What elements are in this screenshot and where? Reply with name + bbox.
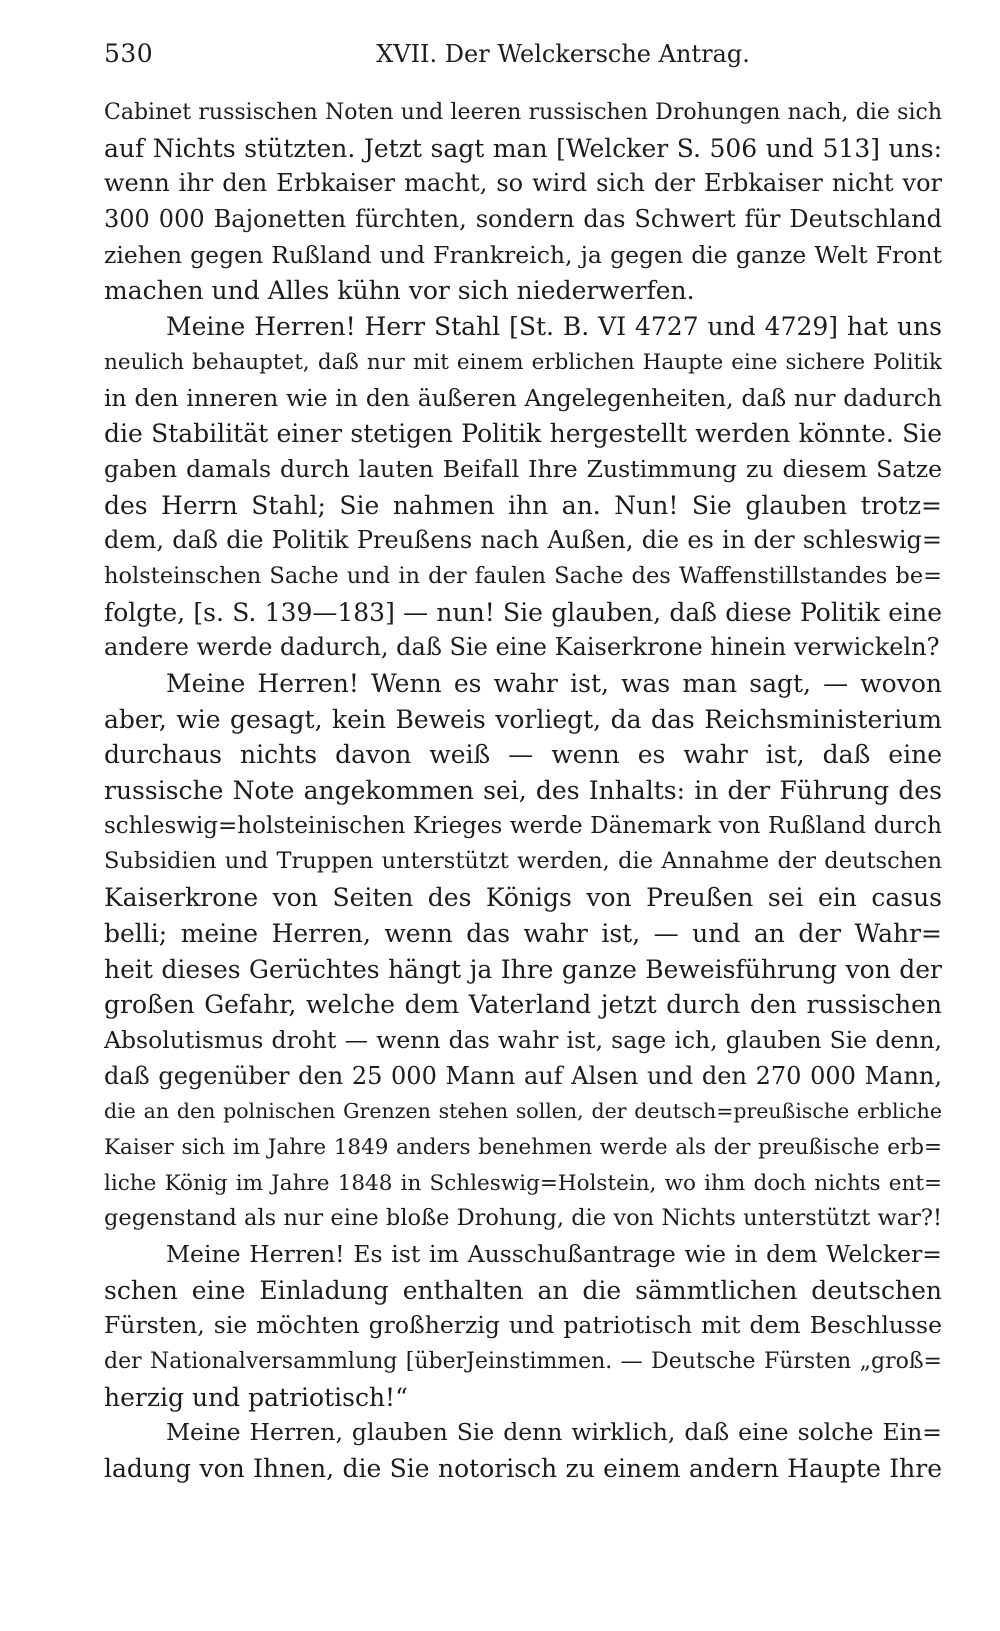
- text-line: herzig und patriotisch!“: [104, 1382, 408, 1412]
- text-line: die an den polnischen Grenzen stehen sollen, der deutsch=preußische erbliche: [104, 1099, 942, 1124]
- text-line: folgte, [s. S. 139—183] — nun! Sie glauben, daß diese Politik eine: [104, 597, 942, 627]
- text-line: durchaus nichts davon weiß — wenn es wahr ist, daß eine: [104, 740, 942, 770]
- text-line: des Herrn Stahl; Sie nahmen ihn an. Nun! Sie glauben trotz=: [104, 490, 942, 520]
- text-line: großen Gefahr, welche dem Vaterland jetzt durch den russischen: [104, 990, 942, 1020]
- text-line: heit dieses Gerüchtes hängt ja Ihre ganze Beweisführung von der: [104, 954, 942, 984]
- text-line: der Nationalversammlung [überJeinstimmen. — Deutsche Fürsten „groß=: [104, 1349, 942, 1375]
- text-line: schleswig=holsteinischen Krieges werde Dänemark von Rußland durch: [104, 812, 942, 839]
- text-line: Kaiserkrone von Seiten des Königs von Preußen sei ein casus: [104, 883, 942, 913]
- text-line: ladung von Ihnen, die Sie notorisch zu einem andern Haupte Ihre: [104, 1454, 942, 1484]
- text-line: in den inneren wie in den äußeren Angelegenheiten, daß nur dadurch: [104, 383, 942, 412]
- text-line: liche König im Jahre 1848 in Schleswig=Holstein, wo ihm doch nichts ent=: [104, 1170, 942, 1196]
- text-line: neulich behauptet, daß nur mit einem erblichen Haupte eine sichere Politik: [104, 349, 942, 375]
- text-line: 300 000 Bajonetten fürchten, sondern das Schwert für Deutschland: [104, 205, 942, 234]
- text-line: ziehen gegen Rußland und Frankreich, ja gegen die ganze Welt Front: [104, 240, 942, 269]
- text-line: Kaiser sich im Jahre 1849 anders benehmen werde als der preußische erb=: [104, 1134, 942, 1160]
- text-line: Subsidien und Truppen unterstützt werden, die Annahme der deutschen: [104, 848, 942, 875]
- text-line: russische Note angekommen sei, des Inhalts: in der Führung des: [104, 776, 942, 806]
- text-line: Meine Herren! Herr Stahl [St. B. VI 4727 und 4729] hat uns: [166, 312, 942, 342]
- text-line: andere werde dadurch, daß Sie eine Kaiserkrone hinein verwickeln?: [104, 633, 940, 662]
- text-line: schen eine Einladung enthalten an die sämmtlichen deutschen: [104, 1275, 942, 1305]
- text-line: Meine Herren, glauben Sie denn wirklich, daß eine solche Ein=: [166, 1418, 942, 1447]
- text-line: gegenstand als nur eine bloße Drohung, die von Nichts unterstützt war?!: [104, 1205, 942, 1232]
- page-number: 530: [104, 39, 154, 68]
- text-line: auf Nichts stützten. Jetzt sagt man [Welcker S. 506 und 513] uns:: [104, 133, 942, 163]
- text-line: die Stabilität einer stetigen Politik hergestellt werden könnte. Sie: [104, 419, 942, 449]
- text-line: dem, daß die Politik Preußens nach Außen, die es in der schleswig=: [104, 526, 942, 555]
- text-line: wenn ihr den Erbkaiser macht, so wird sich der Erbkaiser nicht vor: [104, 169, 942, 198]
- text-line: Meine Herren! Wenn es wahr ist, was man sagt, — wovon: [166, 669, 942, 698]
- text-line: gaben damals durch lauten Beifall Ihre Zustimmung zu diesem Satze: [104, 454, 942, 483]
- page-header: [104, 34, 942, 74]
- text-line: Absolutismus droht — wenn das wahr ist, sage ich, glauben Sie denn,: [104, 1025, 942, 1054]
- text-line: daß gegenüber den 25 000 Mann auf Alsen und den 270 000 Mann,: [104, 1061, 942, 1090]
- text-line: machen und Alles kühn vor sich niederwerfen.: [104, 276, 695, 306]
- running-head: XVII. Der Welckersche Antrag.: [376, 40, 750, 68]
- text-line: Cabinet russischen Noten und leeren russischen Drohungen nach, die sich: [104, 100, 942, 125]
- body-text: [104, 95, 942, 1487]
- text-line: Meine Herren! Es ist im Ausschußantrage wie in dem Welcker=: [166, 1240, 942, 1268]
- text-line: belli; meine Herren, wenn das wahr ist, — und an der Wahr=: [104, 918, 942, 948]
- text-line: Fürsten, sie möchten großherzig und patriotisch mit dem Beschlusse: [104, 1311, 942, 1340]
- text-line: aber, wie gesagt, kein Beweis vorliegt, da das Reichsministerium: [104, 704, 942, 734]
- text-line: holsteinschen Sache und in der faulen Sache des Waffenstillstandes be=: [104, 562, 942, 589]
